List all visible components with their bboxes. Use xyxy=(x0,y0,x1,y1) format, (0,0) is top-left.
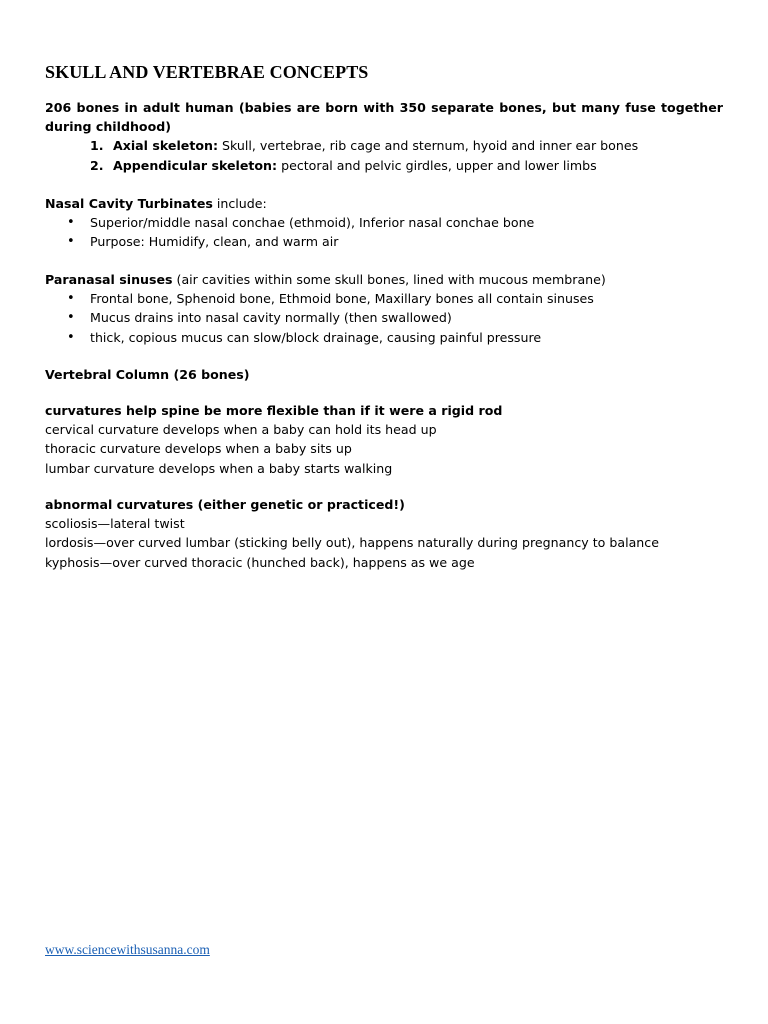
list-item: • thick, copious mucus can slow/block drainage, causing painful pressure xyxy=(45,328,723,347)
list-item xyxy=(45,136,723,155)
bullet-icon: • xyxy=(67,310,75,326)
footer-link[interactable]: www.sciencewithsusanna.com xyxy=(45,942,210,957)
abnormal-section xyxy=(45,495,723,572)
page-title: SKULL AND VERTEBRAE CONCEPTS xyxy=(45,62,369,82)
text-line: thoracic curvature develops when a baby sits up xyxy=(45,441,352,457)
curvatures-heading: curvatures help spine be more flexible than if it were a rigid rod xyxy=(45,403,503,418)
nasal-heading: Nasal Cavity Turbinates include: xyxy=(45,196,267,211)
list-term: Axial skeleton: xyxy=(113,138,218,154)
sinuses-list xyxy=(45,289,723,347)
text-line: cervical curvature develops when a baby can hold its head up xyxy=(45,422,437,438)
sinuses-section xyxy=(45,270,723,347)
list-text: Skull, vertebrae, rib cage and sternum, hyoid and inner ear bones xyxy=(218,138,639,154)
list-item: • Frontal bone, Sphenoid bone, Ethmoid bone, Maxillary bones all contain sinuses xyxy=(45,289,723,308)
nasal-section xyxy=(45,194,723,252)
bones-heading: 206 bones in adult human (babies are born with 350 separate bones, but many fuse together during childhood) xyxy=(45,100,723,135)
bullet-icon: • xyxy=(67,234,75,250)
bullet-icon: • xyxy=(67,215,75,231)
list-item: • Superior/middle nasal conchae (ethmoid), Inferior nasal conchae bone xyxy=(45,213,723,232)
list-number: 2. xyxy=(90,157,104,173)
text-line: lordosis—over curved lumbar (sticking belly out), happens naturally during pregnancy to balance xyxy=(45,535,659,551)
list-term: Appendicular skeleton: xyxy=(113,157,278,173)
bullet-icon: • xyxy=(67,329,75,345)
text-line: kyphosis—over curved thoracic (hunched back), happens as we age xyxy=(45,554,475,570)
curvatures-section xyxy=(45,401,723,478)
skeleton-list xyxy=(45,136,723,174)
vertebral-heading: Vertebral Column (26 bones) xyxy=(45,367,250,382)
bullet-icon: • xyxy=(67,291,75,307)
abnormal-heading: abnormal curvatures (either genetic or practiced!) xyxy=(45,497,405,512)
list-item: • Purpose: Humidify, clean, and warm air xyxy=(45,232,723,251)
list-number: 1. xyxy=(90,138,104,154)
list-item: • Mucus drains into nasal cavity normally (then swallowed) xyxy=(45,308,723,327)
text-line: scoliosis—lateral twist xyxy=(45,516,185,532)
vertebral-section xyxy=(45,365,723,384)
text-line: lumbar curvature develops when a baby starts walking xyxy=(45,460,393,476)
list-item xyxy=(45,156,723,175)
list-text: pectoral and pelvic girdles, upper and lower limbs xyxy=(277,157,597,173)
nasal-list xyxy=(45,213,723,251)
sinuses-heading: Paranasal sinuses (air cavities within some skull bones, lined with mucous membrane) xyxy=(45,272,606,287)
bones-section xyxy=(45,98,723,175)
